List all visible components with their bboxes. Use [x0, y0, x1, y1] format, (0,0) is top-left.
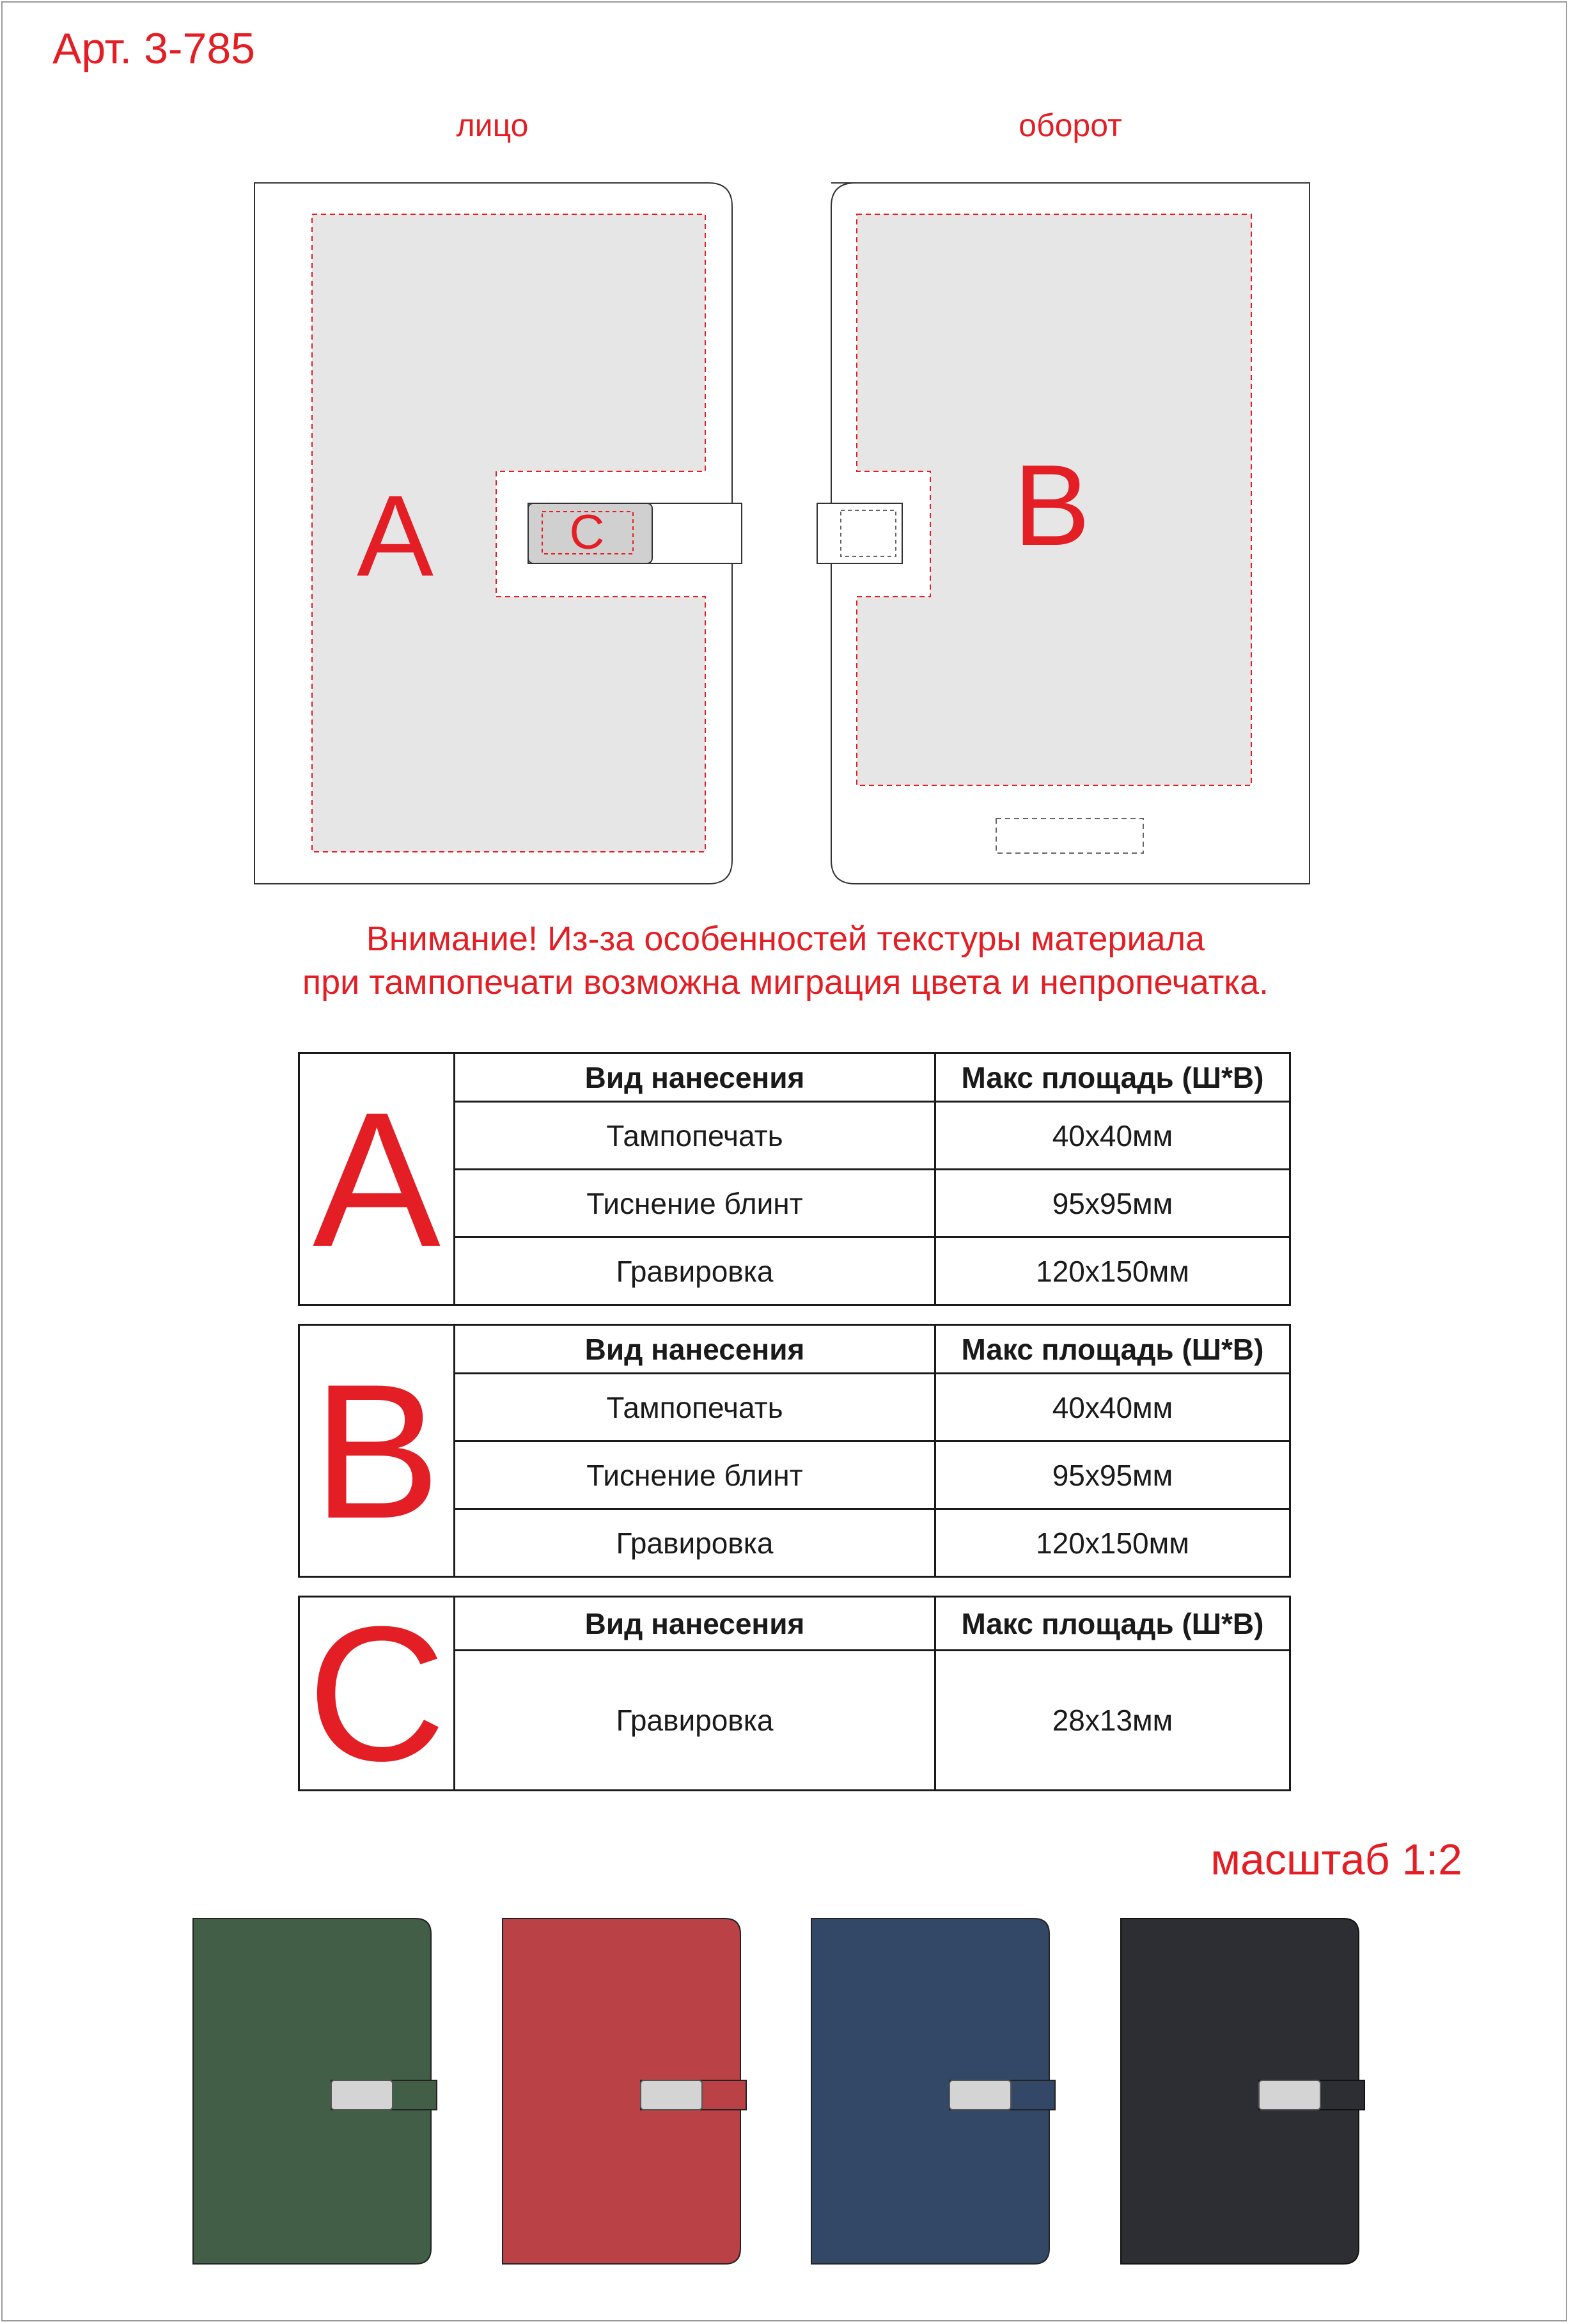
variant-black [1121, 1919, 1364, 2264]
variant-green [193, 1919, 437, 2264]
article-number: Арт. 3-785 [52, 24, 255, 73]
spec-table-c [298, 1586, 1291, 1801]
table-b-header-method: Вид нанесения [455, 1325, 935, 1374]
variant-blue [811, 1919, 1055, 2264]
front-cover [254, 183, 742, 884]
variant-red [503, 1919, 746, 2264]
table-b-row-3-method: Гравировка [455, 1509, 935, 1577]
warning-line-1: Внимание! Из-за особенностей текстуры материала [366, 920, 1205, 958]
table-c-header-area: Макс площадь (Ш*В) [935, 1597, 1290, 1651]
color-variants [0, 1912, 1571, 2283]
table-a-header-area: Макс площадь (Ш*В) [935, 1053, 1290, 1102]
layout-diagram [0, 0, 1571, 908]
scale-label: масштаб 1:2 [1210, 1835, 1462, 1884]
zone-c-letter: C [569, 505, 605, 560]
zone-b-letter: B [1013, 441, 1091, 570]
zone-a-letter: A [356, 472, 434, 601]
table-a-row-2-method: Тиснение блинт [455, 1170, 935, 1237]
table-c-header-method: Вид нанесения [455, 1597, 935, 1651]
table-a-row-1-area: 40х40мм [935, 1102, 1290, 1170]
table-a-letter: A [299, 1053, 455, 1305]
table-b-letter: B [299, 1325, 455, 1577]
table-a-header-method: Вид нанесения [455, 1053, 935, 1102]
spec-table-b [298, 1324, 1291, 1578]
back-strap [817, 503, 902, 563]
table-b-row-3-area: 120х150мм [935, 1509, 1290, 1577]
front-view-label: лицо [456, 107, 529, 143]
table-b-row-2-area: 95х95мм [935, 1441, 1290, 1509]
table-b-row-1-method: Тампопечать [455, 1374, 935, 1441]
table-a-row-3-area: 120х150мм [935, 1237, 1290, 1305]
back-view-label: оборот [1019, 107, 1122, 143]
spec-table-a [298, 1052, 1291, 1306]
table-b-row-1-area: 40х40мм [935, 1374, 1290, 1441]
table-a-row-1-method: Тампопечать [455, 1102, 935, 1170]
table-b-header-area: Макс площадь (Ш*В) [935, 1325, 1290, 1374]
table-c-letter: C [299, 1597, 455, 1791]
table-a-row-3-method: Гравировка [455, 1237, 935, 1305]
table-c-row-1-method: Гравировка [455, 1651, 935, 1791]
table-a-row-2-area: 95х95мм [935, 1170, 1290, 1237]
warning-line-2: при тампопечати возможна миграция цвета и непропечатка. [302, 963, 1269, 1001]
table-b-row-2-method: Тиснение блинт [455, 1441, 935, 1509]
table-c-row-1-area: 28х13мм [935, 1651, 1290, 1791]
